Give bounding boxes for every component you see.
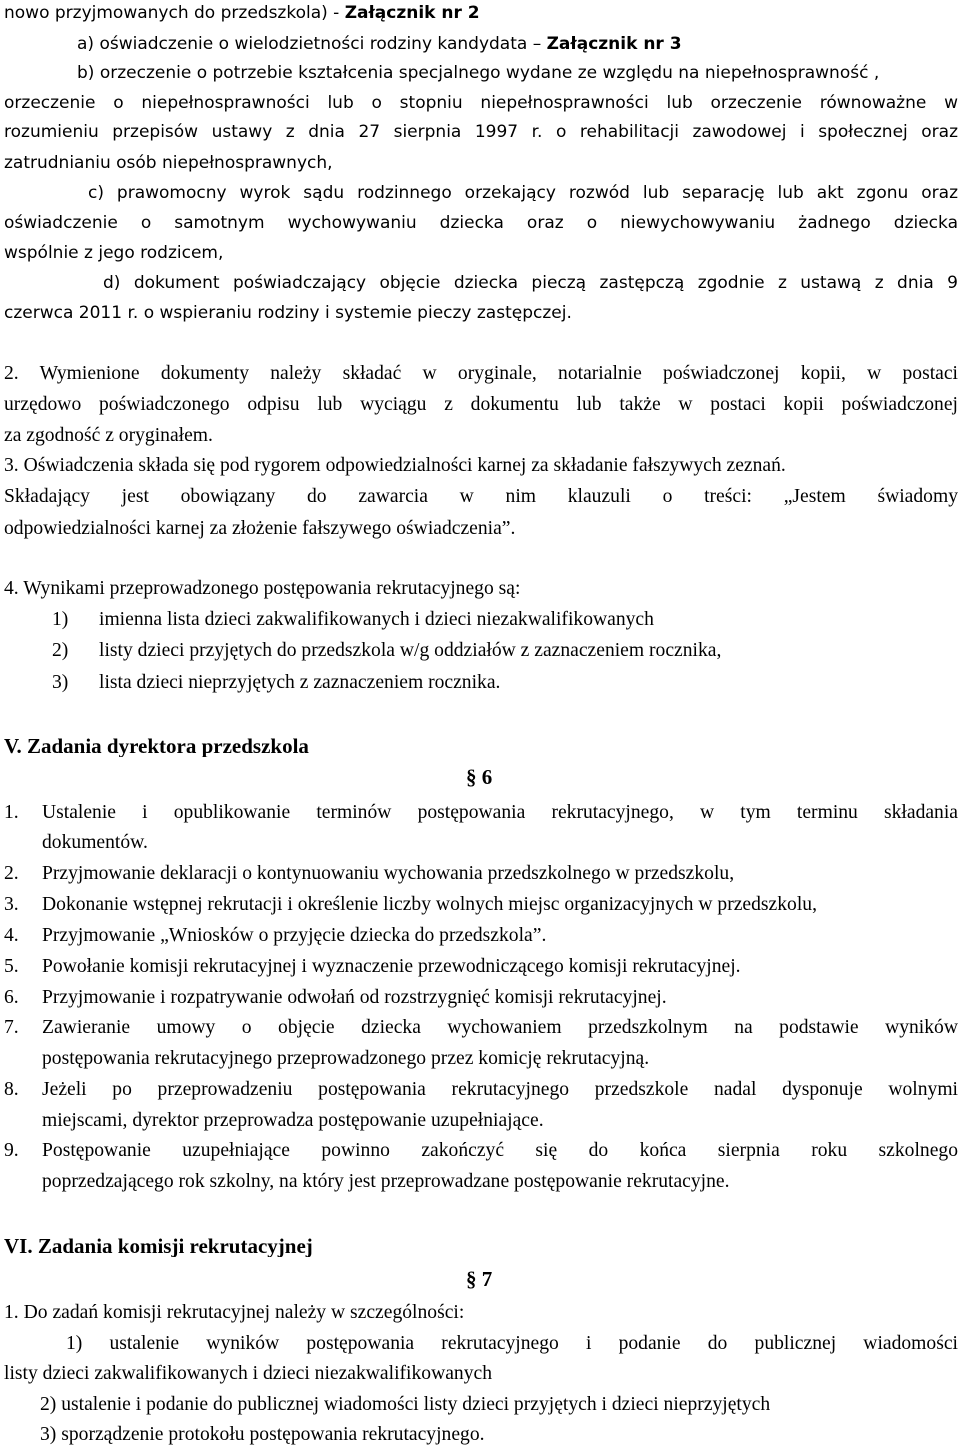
p1-line-11: czerwca 2011 r. o wspieraniu rodziny i systemie pieczy zastępczej. [4, 303, 572, 323]
section-5-heading: V. Zadania dyrektora przedszkola [4, 735, 309, 757]
list-item-number: 6. [4, 987, 19, 1008]
list-item-text: dokumentów. [42, 832, 148, 853]
section-6-intro: 1. Do zadań komisji rekrutacyjnej należy w szczególności: [4, 1302, 465, 1323]
list-item-text: poprzedzającego rok szkolny, na który jest przeprowadzane postępowanie rekrutacyjne. [42, 1171, 730, 1192]
list-item-text: Przyjmowanie deklaracji o kontynuowaniu wychowania przedszkolnego w przedszkolu, [42, 863, 735, 884]
attachment-3-ref: Załącznik nr 3 [546, 34, 682, 54]
p1-line-9: wspólnie z jego rodzicem, [4, 243, 224, 263]
p1-line-7: c) prawomocny wyrok sądu rodzinnego orzekający rozwód lub separację lub akt zgonu oraz [88, 183, 958, 203]
section-5-list-item [4, 832, 958, 854]
list-item-text: postępowania rekrutacyjnego przeprowadzonego przez komicję rekrutacyjną. [42, 1048, 650, 1069]
p4-intro: 4. Wynikami przeprowadzonego postępowania rekrutacyjnego są: [4, 578, 521, 599]
section-5-list-item [4, 1048, 958, 1070]
list-item-text: Przyjmowanie i rozpatrywanie odwołań od rozstrzygnięć komisji rekrutacyjnej. [42, 987, 667, 1008]
p1-line-4: orzeczenie o niepełnosprawności lub o stopniu niepełnosprawności lub orzeczenie równoważne w [4, 93, 958, 113]
p2-line-2: urzędowo poświadczonego odpisu lub wyciągu z dokumentu lub także w postaci kopii poświadczonej [4, 394, 958, 415]
section-5-list-item [4, 1079, 958, 1103]
p4-item-3-number: 3) [52, 672, 69, 693]
p1-line-2-text: a) oświadczenie o wielodzietności rodziny kandydata – [77, 34, 547, 54]
p4-item-1-number: 1) [52, 609, 69, 630]
list-item-text: miejscami, dyrektor przeprowadza postępowanie uzupełniające. [42, 1110, 544, 1131]
list-item-text: Przyjmowanie „Wniosków o przyjęcie dziecka do przedszkola”. [42, 925, 547, 946]
p2-line-1: 2. Wymienione dokumenty należy składać w oryginale, notarialnie poświadczonej kopii, w postaci [4, 363, 958, 384]
section-5-list-item [4, 863, 958, 885]
section-5-list-item [4, 925, 958, 947]
section-6-line-2: listy dzieci zakwalifikowanych i dzieci niezakwalifikowanych [4, 1363, 493, 1384]
p4-item-3 [52, 672, 952, 694]
p1-line-8: oświadczenie o samotnym wychowywaniu dziecka oraz o niewychowywaniu żadnego dziecka [4, 213, 958, 233]
section-5-list-item [4, 1140, 958, 1164]
list-item-number: 4. [4, 925, 19, 946]
p4-item-2-text: listy dzieci przyjętych do przedszkola w/g oddziałów z zaznaczeniem rocznika, [99, 640, 722, 661]
list-item-text: Zawieranie umowy o objęcie dziecka wychowaniem przedszkolnym na podstawie wyników [42, 1017, 958, 1038]
list-item-number: 7. [4, 1017, 19, 1038]
p1-line-2 [77, 33, 957, 55]
list-item-number: 5. [4, 956, 19, 977]
p1-line-10: d) dokument poświadczający objęcie dziecka pieczą zastępczą zgodnie z ustawą z dnia 9 [103, 273, 958, 293]
section-5-list-item [4, 802, 958, 826]
section-6-line-1: 1) ustalenie wyników postępowania rekrutacyjnego i podanie do publicznej wiadomości [66, 1333, 958, 1354]
section-5-list-item [4, 1017, 958, 1041]
p1-line-1-text: nowo przyjmowanych do przedszkola) - [4, 3, 345, 23]
p4-item-1-text: imienna lista dzieci zakwalifikowanych i dzieci niezakwalifikowanych [99, 609, 654, 630]
p4-item-2-number: 2) [52, 640, 69, 661]
p1-line-3: b) orzeczenie o potrzebie kształcenia specjalnego wydane ze względu na niepełnosprawność , [77, 63, 880, 83]
p3-line-1: 3. Oświadczenia składa się pod rygorem odpowiedzialności karnej za składanie fałszywych zeznań. [4, 455, 786, 476]
list-item-number: 2. [4, 863, 19, 884]
list-item-number: 1. [4, 802, 19, 823]
section-6-line-3: 2) ustalenie i podanie do publicznej wiadomości listy dzieci przyjętych i dzieci nieprzyjętych [40, 1394, 771, 1415]
list-item-number: 9. [4, 1140, 19, 1161]
list-item-number: 8. [4, 1079, 19, 1100]
list-item-text: Dokonanie wstępnej rekrutacji i określenie liczby wolnych miejsc organizacyjnych w przedszkolu, [42, 894, 817, 915]
p4-item-1 [52, 609, 952, 631]
p3-line-2: Składający jest obowiązany do zawarcia w nim klauzuli o treści: „Jestem świadomy [4, 486, 958, 507]
p4-item-2 [52, 640, 952, 662]
p2-line-3: za zgodność z oryginałem. [4, 425, 213, 446]
list-item-text: Jeżeli po przeprowadzeniu postępowania rekrutacyjnego przedszkole nadal dysponuje wolnymi [42, 1079, 958, 1100]
list-item-text: Postępowanie uzupełniające powinno zakończyć się do końca sierpnia roku szkolnego [42, 1140, 958, 1161]
p1-line-6: zatrudnianiu osób niepełnosprawnych, [4, 153, 333, 173]
p4-item-3-text: lista dzieci nieprzyjętych z zaznaczeniem rocznika. [99, 672, 501, 693]
list-item-text: Ustalenie i opublikowanie terminów postępowania rekrutacyjnego, w tym terminu składania [42, 802, 958, 823]
section-5-list-item [4, 894, 958, 916]
section-5-list-item [4, 1110, 958, 1132]
p1-line-1 [4, 2, 958, 24]
section-5-list-item [4, 956, 958, 978]
p3-line-3: odpowiedzialności karnej za złożenie fałszywego oświadczenia”. [4, 518, 516, 539]
section-6-heading: VI. Zadania komisji rekrutacyjnej [4, 1235, 313, 1257]
list-item-number: 3. [4, 894, 19, 915]
section-5-list-item [4, 987, 958, 1009]
section-5-paragraph-mark: § 6 [466, 766, 493, 788]
attachment-2-ref: Załącznik nr 2 [344, 3, 480, 23]
p1-line-5: rozumieniu przepisów ustawy z dnia 27 sierpnia 1997 r. o rehabilitacji zawodowej i społecznej oraz [4, 122, 958, 142]
section-5-list-item [4, 1171, 958, 1193]
section-6-paragraph-mark: § 7 [466, 1268, 493, 1290]
list-item-text: Powołanie komisji rekrutacyjnej i wyznaczenie przewodniczącego komisji rekrutacyjnej. [42, 956, 741, 977]
section-6-line-4: 3) sporządzenie protokołu postępowania rekrutacyjnego. [40, 1424, 485, 1445]
